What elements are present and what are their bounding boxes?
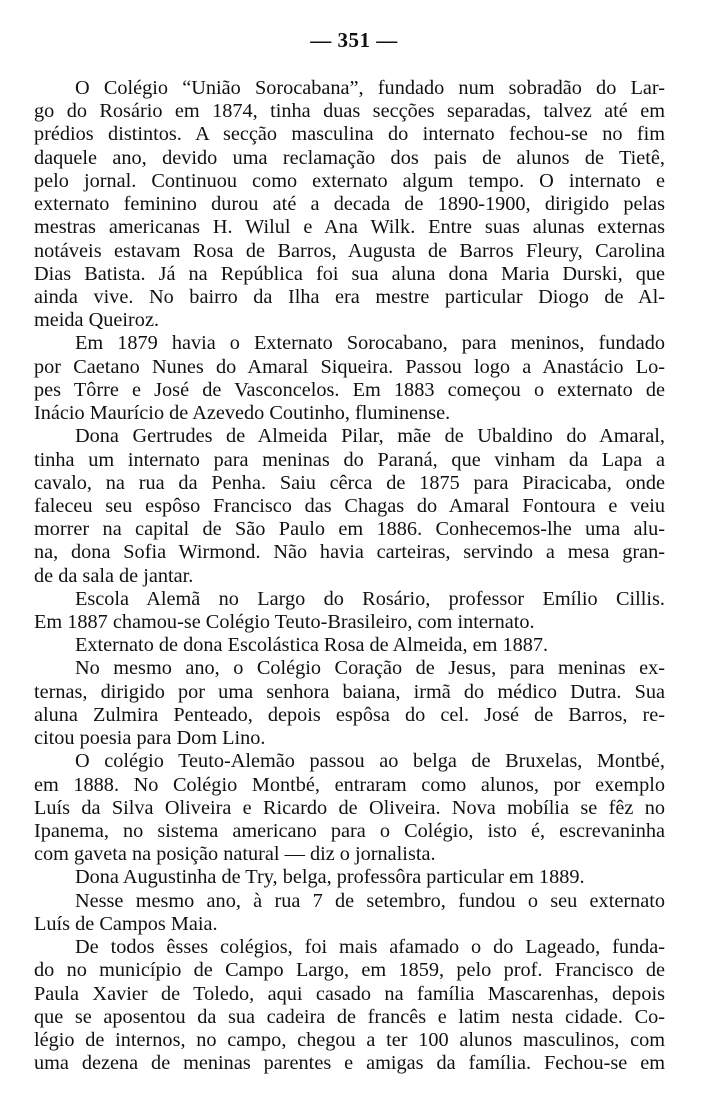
text-line: go do Rosário em 1874, tinha duas secções separadas, talvez até em	[34, 100, 665, 123]
text-line: mestras americanas H. Wilul e Ana Wilk. Entre suas alunas externas	[34, 216, 665, 239]
text-line: citou poesia para Dom Lino.	[34, 727, 266, 750]
text-line: Inácio Maurício de Azevedo Coutinho, fluminense.	[34, 402, 451, 425]
text-line: de da sala de jantar.	[34, 564, 194, 587]
paragraph	[34, 890, 665, 936]
text-line: externato feminino durou até a decada de 1890-1900, dirigido pelas	[34, 193, 665, 216]
page-number: — 351 —	[310, 28, 398, 52]
paragraph	[34, 936, 665, 1075]
text-line: O colégio Teuto-Alemão passou ao belga de Bruxelas, Montbé,	[75, 750, 665, 773]
text-line: Em 1887 chamou-se Colégio Teuto-Brasileiro, com internato.	[34, 611, 535, 634]
text-line: do no município de Campo Largo, em 1859, pelo prof. Francisco de	[34, 959, 665, 982]
text-line: daquele ano, devido uma reclamação dos pais de alunos de Tietê,	[34, 146, 665, 169]
text-line: aluna Zulmira Penteado, depois espôsa do cel. José de Barros, re-	[34, 703, 665, 726]
text-line: Paula Xavier de Toledo, aqui casado na família Mascarenhas, depois	[34, 982, 665, 1005]
text-line: Escola Alemã no Largo do Rosário, professor Emílio Cillis.	[75, 587, 665, 610]
text-line: cavalo, na rua da Penha. Saiu cêrca de 1875 para Piracicaba, onde	[34, 471, 665, 494]
text-line: pelo jornal. Continuou como externato algum tempo. O internato e	[34, 169, 665, 192]
text-line: ainda vive. No bairro da Ilha era mestre particular Diogo de Al-	[34, 285, 665, 308]
text-line: O Colégio “União Sorocabana”, fundado num sobradão do Lar-	[75, 77, 665, 99]
text-line: Externato de dona Escolástica Rosa de Almeida, em 1887.	[75, 634, 549, 657]
text-line: Luís de Campos Maia.	[34, 912, 218, 935]
text-line: Em 1879 havia o Externato Sorocabano, para meninos, fundado	[75, 332, 665, 355]
body-text	[34, 77, 665, 1075]
text-line: No mesmo ano, o Colégio Coração de Jesus, para meninas ex-	[75, 657, 665, 680]
paragraph	[34, 77, 665, 332]
paragraph	[34, 588, 665, 634]
text-line: em 1888. No Colégio Montbé, entraram como alunos, por exemplo	[34, 773, 665, 796]
text-line: Dona Gertrudes de Almeida Pilar, mãe de Ubaldino do Amaral,	[75, 425, 665, 448]
text-line: De todos êsses colégios, foi mais afamado o do Lageado, funda-	[75, 936, 665, 959]
text-line: Dias Batista. Já na República foi sua aluna dona Maria Durski, que	[34, 262, 665, 285]
text-line: Nesse mesmo ano, à rua 7 de setembro, fundou o seu externato	[75, 889, 665, 912]
text-line: prédios distintos. A secção masculina do internato fechou-se no fim	[34, 123, 665, 146]
text-line: tinha um internato para meninas do Paraná, que vinham da Lapa a	[34, 448, 665, 471]
text-line: faleceu seu espôso Francisco das Chagas do Amaral Fontoura e veiu	[34, 494, 665, 517]
text-line: ternas, dirigido por uma senhora baiana, irmã do médico Dutra. Sua	[34, 680, 665, 703]
paragraph	[34, 657, 665, 750]
paragraph	[34, 425, 665, 588]
text-line: na, dona Sofia Wirmond. Não havia carteiras, servindo a mesa gran-	[34, 541, 665, 564]
paragraph	[34, 750, 665, 866]
text-line: légio de internos, no campo, chegou a ter 100 alunos masculinos, com	[34, 1028, 665, 1051]
text-line: por Caetano Nunes do Amaral Siqueira. Passou logo a Anastácio Lo-	[34, 355, 665, 378]
text-line: morrer na capital de São Paulo em 1886. Conhecemos-lhe uma alu-	[34, 518, 665, 541]
paragraph	[34, 634, 665, 657]
text-line: pes Tôrre e José de Vasconcelos. Em 1883 começou o externato de	[34, 378, 665, 401]
text-line: Ipanema, no sistema americano para o Colégio, isto é, escrevaninha	[34, 820, 665, 842]
text-line: meida Queiroz.	[34, 309, 160, 332]
text-line: com gaveta na posição natural — diz o jornalista.	[34, 843, 436, 866]
text-line: Dona Augustinha de Try, belga, professôra particular em 1889.	[75, 866, 585, 889]
text-line: Luís da Silva Oliveira e Ricardo de Oliveira. Nova mobília se fêz no	[34, 796, 665, 819]
paragraph	[34, 332, 665, 425]
text-line: notáveis estavam Rosa de Barros, Augusta de Barros Fleury, Carolina	[34, 239, 665, 262]
text-line: que se aposentou da sua cadeira de francês e latim nesta cidade. Co-	[34, 1005, 665, 1028]
text-line: uma dezena de meninas parentes e amigas da família. Fechou-se em	[34, 1052, 665, 1075]
paragraph	[34, 866, 665, 889]
